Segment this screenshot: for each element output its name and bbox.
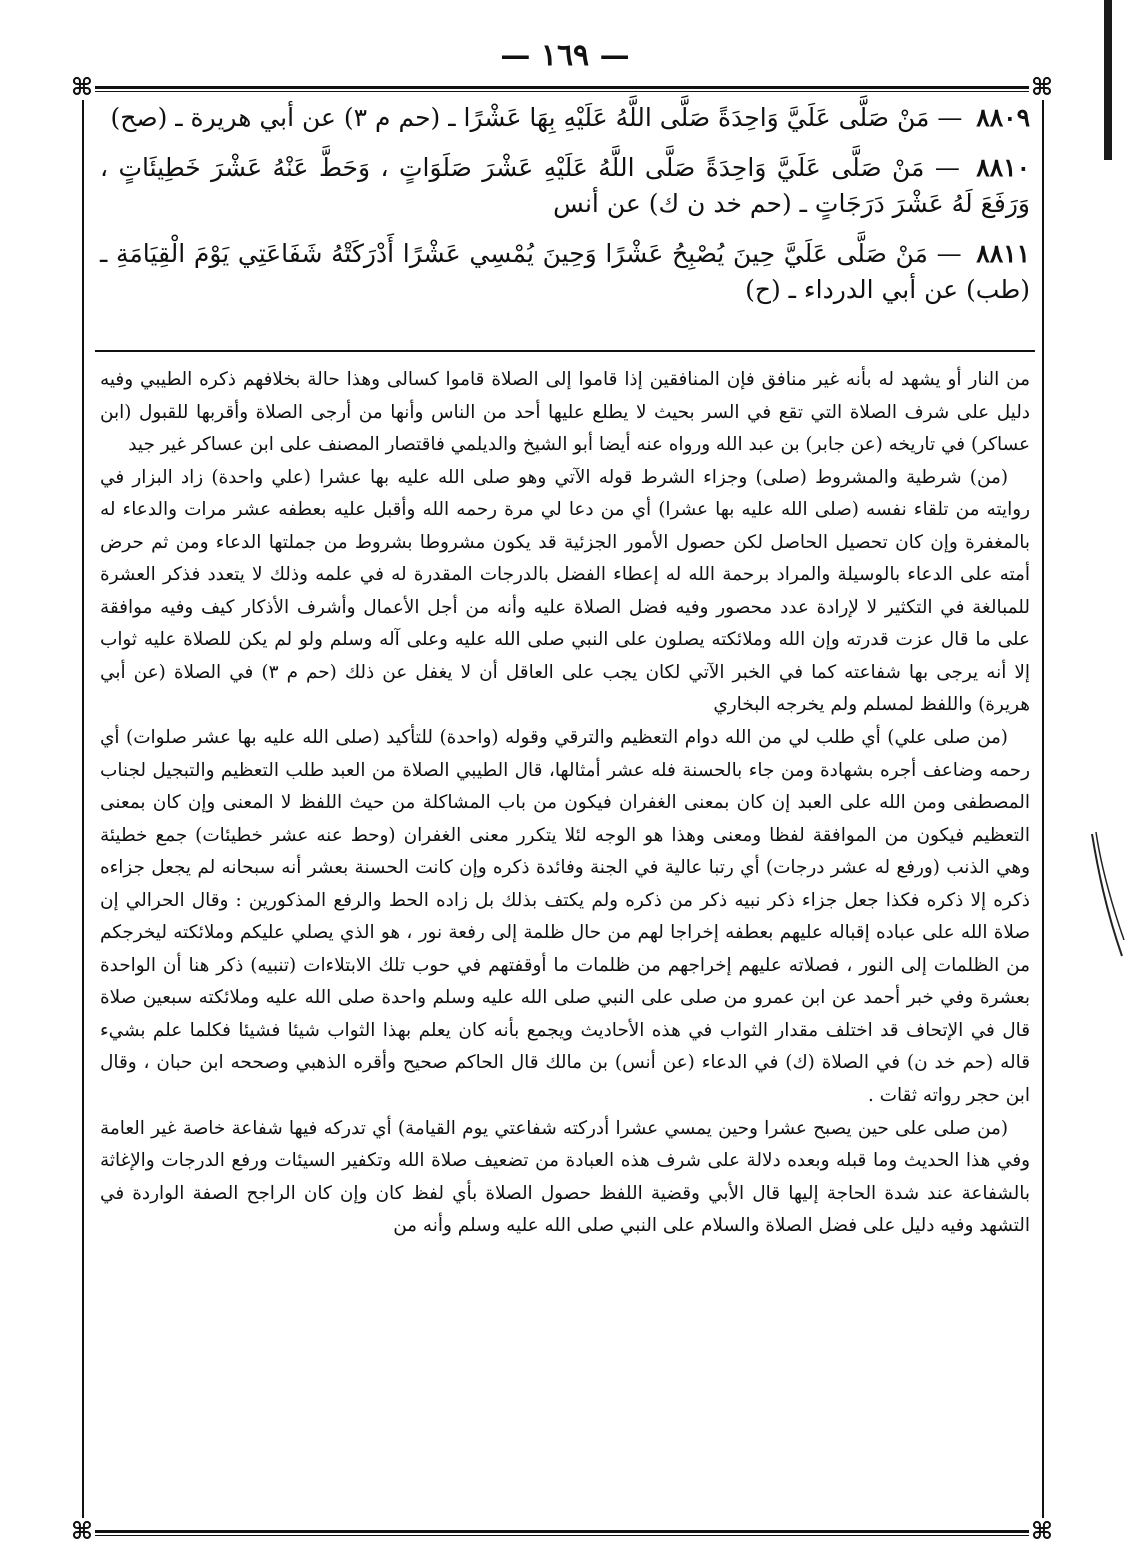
frame-right-border [1042,90,1044,1530]
commentary-paragraph: (من) شرطية والمشروط (صلى) وجزاء الشرط قوله الآتي وهو صلى الله عليه بها عشرا (علي واحدة) زاد البزار في روايته من تلقاء نفسه (صلى الله عليه بها عشرا) أي من دعا لي مرة رحمه الله وأقبل عليه بعطفه عشر مرات والدعاء له بالمغفرة وإن كان تحصيل الحاصل لكن حصول الأمور الجزئية قد يكون مشروطا بشروط من جملتها الدعاء ومن ثم حرض أمته على الدعاء بالوسيلة والمراد برحمة الله له إعطاء الفضل بالدرجات المقدرة له في علمه وذلك لا يتعدد فذكر العشرة للمبالغة في التكثير لا لإرادة عدد محصور وفيه فضل الصلاة عليه وأنه من أجل الأعمال وأشرف الأذكار كيف وفيه موافقة على ما قال عزت قدرته وإن الله وملائكته يصلون على النبي صلى الله عليه وعلى آله وسلم ولو لم يكن للصلاة عليه ثواب إلا أنه يرجى بها شفاعته كما في الخبر الآتي لكان يجب على العاقل أن لا يغفل عن ذلك (حم م ٣) في الصلاة (عن أبي هريرة) واللفظ لمسلم ولم يخرجه البخاري [100,466,1031,716]
hadith-entry [100,100,1030,136]
corner-ornament-icon: ⌘ [70,1516,94,1545]
commentary-paragraph: (من صلى علي) أي طلب لي من الله دوام التعظيم والترقي وقوله (واحدة) للتأكيد (صلى الله عليه بها عشر صلوات) أي رحمه وضاعف أجره بشهادة ومن جاء بالحسنة فله عشر أمثالها، قال الطيبي الصلاة من العبد طلب التعظيم والتبجيل لجناب المصطفى ومن الله على العبد إن كان بمعنى الغفران فيكون من باب المشاكلة من حيث اللفظ لا المعنى وإن كان بمعنى التعظيم فيكون من الموافقة لفظا ومعنى وهذا هو الوجه لئلا يتكرر معنى الغفران (وحط عنه عشر خطيئات) جمع خطيئة وهي الذنب (ورفع له عشر درجات) أي رتبا عالية في الجنة وفائدة ذكره وإن كانت الحسنة بعشر أنه سبحانه لم يجعل جزاءه ذكره إلا ذكره فكذا جعل جزاء ذكر نبيه ذكر من ذكره ولم يكتف بذلك بل زاده الحط والرفع المذكورين : وقال الحرالي إن صلاة الله على عباده إقباله عليهم بعطفه إخراجا لهم من حال ظلمة إلى رفعة نور ، هو الذي يصلي عليكم وملائكته ليخرجكم من الظلمات إلى النور ، فصلاته عليهم إخراجهم من ظلمات ما أوقفتهم في حوب تلك الابتلاءات (تنبيه) ذكر هنا أن الواحدة بعشرة وفي خبر أحمد عن ابن عمرو من صلى على النبي صلى الله عليه وسلم واحدة صلى الله عليه وملائكته سبعين صلاة قال في الإتحاف قد اختلف مقدار الثواب في هذه الأحاديث ويجمع بأنه كان يعلم بهذا الثواب شيئا فشيئا فكلما علم بشيء قاله (حم خد ن) في الصلاة (ك) في الدعاء (عن أنس) بن مالك قال الحاكم صحيح وأقره الذهبي وصححه ابن حبان ، وقال ابن حجر رواته ثقات . [100,727,1030,1107]
corner-ornament-icon: ⌘ [1030,72,1054,101]
frame-bottom-border [82,1530,1044,1536]
frame-left-border [82,90,84,1530]
hadith-number: ٨٨١١ [976,239,1030,268]
hadith-entry [100,236,1030,308]
corner-ornament-icon: ⌘ [1030,1516,1054,1545]
frame-top-border [82,86,1044,92]
hadith-number: ٨٨١٠ [976,153,1030,182]
hadith-section [100,100,1030,322]
commentary-paragraph: (من صلى على حين يصبح عشرا وحين يمسي عشرا أدركته شفاعتي يوم القيامة) أي تدركه فيها شفاعة خاصة غير العامة وفي هذا الحديث وما قبله وبعده دلالة على شرف هذه العبادة من تضعيف صلاة الله وتكفير السيئات ورفع الدرجات والإغاثة بالشفاعة عند شدة الحاجة إليها قال الأبي وقضية اللفظ حصول الصلاة بأي لفظ كان وإن كان الراجح الصفة الواردة في التشهد وفيه دليل على فضل الصلاة والسلام على النبي صلى الله عليه وسلم وأنه من [100,1117,1030,1237]
section-divider [95,350,1035,352]
margin-pencil-mark-icon [1086,830,1126,960]
hadith-text: — مَنْ صَلَّى عَلَيَّ حِينَ يُصْبِحُ عَشْرًا وَحِينَ يُمْسِي عَشْرًا أَدْرَكَتْهُ شَفَاعَتِي يَوْمَ الْقِيَامَةِ ـ (طب) عن أبي الدرداء ـ (ح) [100,239,1030,304]
commentary-paragraph: من النار أو يشهد له بأنه غير منافق فإن المنافقين إذا قاموا إلى الصلاة قاموا كسالى وهذا حالة بخلافهم ذكره الطيبي وفيه دليل على شرف الصلاة التي تقع في السر بحيث لا يطلع عليها أحد من الناس وأنها من أرجى الصلاة وأقربها للقبول (ابن عساكر) في تاريخه (عن جابر) بن عبد الله ورواه عنه أيضا أبو الشيخ والديلمي فاقتصار المصنف على ابن عساكر غير جيد [100,369,1030,456]
page-number: — ١٦٩ — [500,38,630,73]
commentary-section [100,364,1030,1243]
corner-ornament-icon: ⌘ [70,72,94,101]
hadith-number: ٨٨٠٩ [976,103,1030,132]
scan-edge-mark [1104,0,1112,160]
hadith-entry [100,150,1030,222]
hadith-text: — مَنْ صَلَّى عَلَيَّ وَاحِدَةً صَلَّى اللَّهُ عَلَيْهِ بِهَا عَشْرًا ـ (حم م ٣) عن أبي هريرة ـ (صح) [110,103,963,132]
hadith-text: — مَنْ صَلَّى عَلَيَّ وَاحِدَةً صَلَّى اللَّهُ عَلَيْهِ عَشْرَ صَلَوَاتٍ ، وَحَطَّ عَنْهُ عَشْرَ خَطِيئَاتٍ ، وَرَفَعَ لَهُ عَشْرَ دَرَجَاتٍ ـ (حم خد ن ك) عن أنس [100,153,1030,218]
